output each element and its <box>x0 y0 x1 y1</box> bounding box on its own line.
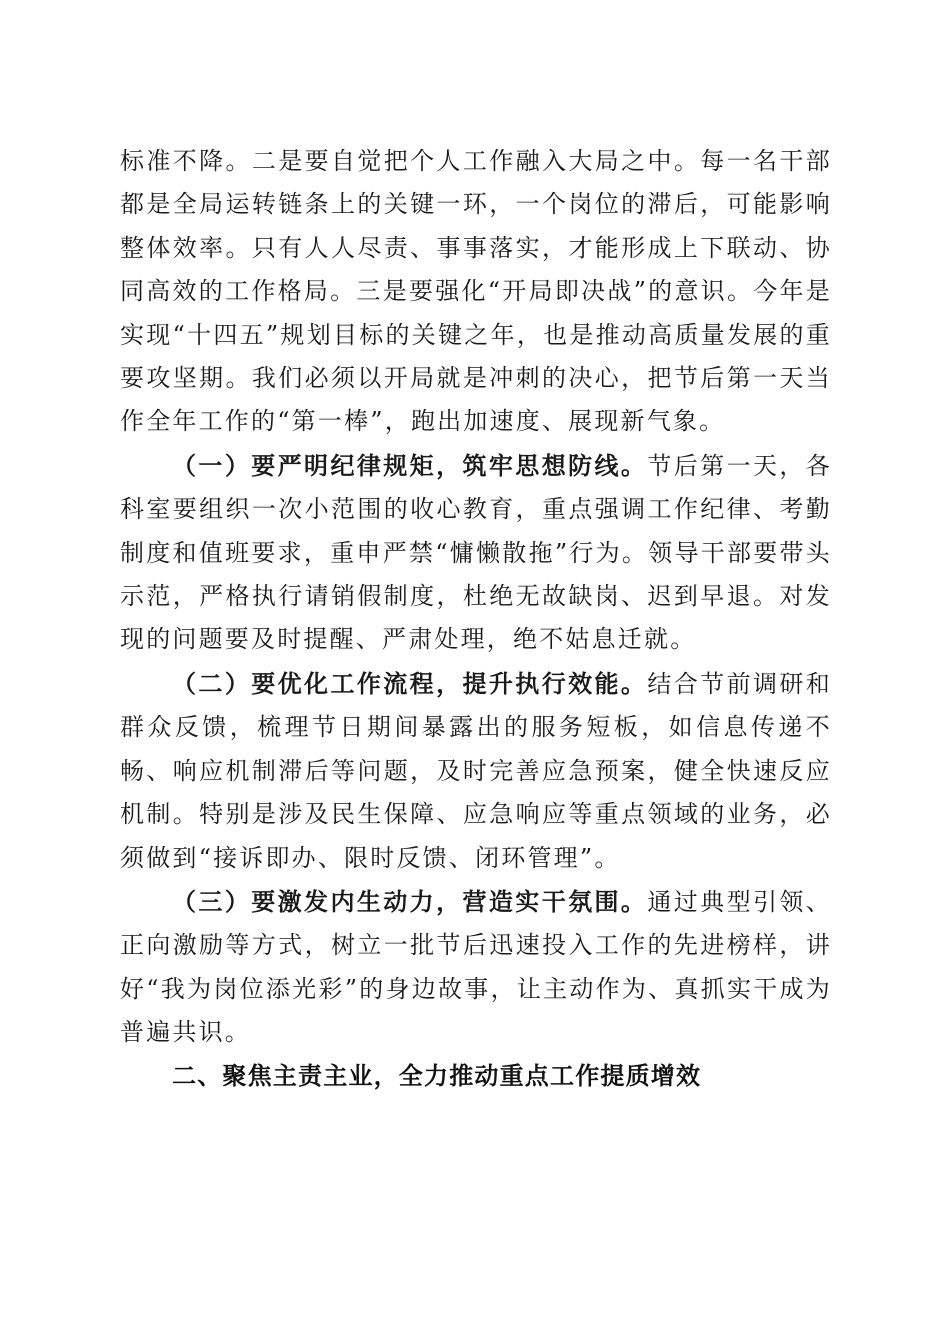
paragraph-text: 节后第一天，各科室要组织一次小范围的收心教育，重点强调工作纪律、考勤制度和值班要求，重申严禁“慵懒散拖”行为。领导干部要带头示范，严格执行请销假制度，杜绝无故缺岗、迟到早退。对发现的问题要及时提醒、严肃处理，绝不姑息迁就。 <box>120 451 832 654</box>
paragraph-text: 结合节前调研和群众反馈，梳理节日期间暴露出的服务短板，如信息传递不畅、响应机制滞后等问题，及时完善应急预案，健全快速反应机制。特别是涉及民生保障、应急响应等重点领域的业务，必须做到“接诉即办、限时反馈、闭环管理”。 <box>120 669 832 872</box>
section-heading: 二、聚焦主责主业，全力推动重点工作提质增效 <box>172 1061 702 1090</box>
paragraph-text: 标准不降。二是要自觉把个人工作融入大局之中。每一名干部都是全局运转链条上的关键一环，一个岗位的滞后，可能影响整体效率。只有人人尽责、事事落实，才能形成上下联动、协同高效的工作格局。三是要强化“开局即决战”的意识。今年是实现“十四五”规划目标的关键之年，也是推动高质量发展的重要攻坚期。我们必须以开局就是冲刺的决心，把节后第一天当作全年工作的“第一棒”，跑出加速度、展现新气象。 <box>120 147 832 436</box>
paragraph-lead: （一）要严明纪律规矩，筑牢思想防线。 <box>172 450 648 480</box>
paragraph-lead: （二）要优化工作流程，提升执行效能。 <box>172 668 648 698</box>
paragraph-text: 通过典型引领、正向激励等方式，树立一批节后迅速投入工作的先进榜样，讲好“我为岗位添光彩”的身边故事，让主动作为、真抓实干成为普遍共识。 <box>120 887 832 1047</box>
paragraph-discipline <box>120 444 832 662</box>
paragraph-continuation <box>120 140 832 444</box>
paragraph-workflow <box>120 662 832 880</box>
paragraph-lead: （三）要激发内生动力，营造实干氛围。 <box>172 886 648 916</box>
paragraph-motivation <box>120 880 832 1055</box>
document-body <box>120 140 832 1098</box>
